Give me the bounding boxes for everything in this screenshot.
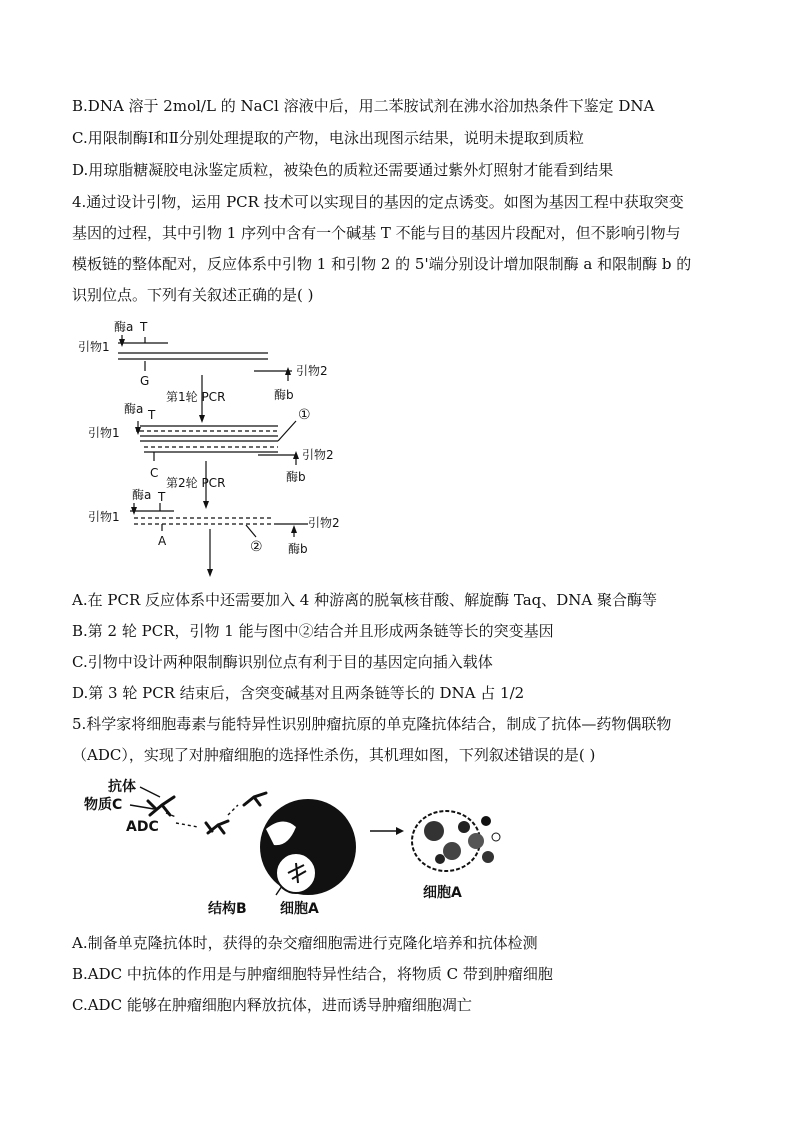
round2-label: 第2轮 PCR [166,476,226,490]
q4-stem-line3: 模板链的整体配对，反应体系中引物 1 和引物 2 的 5'端分别设计增加限制酶 a 和限制酶 b 的 [72,255,692,273]
round1-label: 第1轮 PCR [166,390,226,404]
enzyme-a-label-2: 酶a [124,402,144,416]
cell-a-label-left: 细胞A [280,901,319,917]
q4-stem-line2: 基因的过程，其中引物 1 序列中含有一个碱基 T 不能与目的基因片段配对，但不影响引物与 [72,224,681,242]
enzyme-a-label-3: 酶a [132,488,152,502]
enzyme-b-label-1: 酶b [274,388,294,402]
q3-option-d: D.用琼脂糖凝胶电泳鉴定质粒，被染色的质粒还需要通过紫外灯照射才能看到结果 [72,161,614,179]
base-g-label: G [140,374,150,388]
marker-1: ① [298,407,311,423]
q5-option-a: A.制备单克隆抗体时，获得的杂交瘤细胞需进行克隆化培养和抗体检测 [72,934,538,952]
pcr-mutagenesis-diagram [78,315,378,580]
apoptotic-cell-icon [412,811,500,871]
q4-option-c: C.引物中设计两种限制酶识别位点有利于目的基因定向插入载体 [72,653,493,671]
q5-stem-line2: （ADC），实现了对肿瘤细胞的选择性杀伤，其机理如图，下列叙述错误的是( ) [72,746,596,764]
q4-stem-line4: 识别位点。下列有关叙述正确的是( ) [72,286,314,304]
q3-option-b: B.DNA 溶于 2mol/L 的 NaCl 溶液中后，用二苯胺试剂在沸水浴加热条件下鉴定 DNA [72,97,655,115]
primer1-label-1: 引物1 [78,340,110,354]
adc-label: ADC [126,819,159,835]
primer2-label-3: 引物2 [308,516,340,530]
adc-mechanism-diagram [78,775,508,925]
primer2-label-2: 引物2 [302,448,334,462]
q5-option-c: C.ADC 能够在肿瘤细胞内释放抗体，进而诱导肿瘤细胞凋亡 [72,996,472,1014]
q4-option-b: B.第 2 轮 PCR，引物 1 能与图中②结合并且形成两条链等长的突变基因 [72,622,554,640]
q4-stem-line1: 4.通过设计引物，运用 PCR 技术可以实现目的基因的定点诱变。如图为基因工程中获取突变 [72,193,684,211]
base-t-label-1: T [140,320,148,334]
base-a-label: A [158,534,167,548]
base-t-label-3: T [158,490,166,504]
enzyme-b-label-2: 酶b [286,470,306,484]
base-t-label-2: T [148,408,156,422]
tumor-cell-icon [260,799,356,895]
structure-b-label: 结构B [208,901,247,917]
substance-c-label: 物质C [84,797,123,813]
enzyme-b-label-3: 酶b [288,542,308,556]
adc-molecule-icon [148,797,228,833]
antibody-label: 抗体 [108,779,136,795]
base-c-label: C [150,466,159,480]
q3-option-c: C.用限制酶Ⅰ和Ⅱ分别处理提取的产物，电泳出现图示结果，说明未提取到质粒 [72,129,584,147]
cell-a-label-right: 细胞A [423,885,462,901]
q5-option-b: B.ADC 中抗体的作用是与肿瘤细胞特异性结合，将物质 C 带到肿瘤细胞 [72,965,553,983]
primer2-label-1: 引物2 [296,364,328,378]
q4-option-a: A.在 PCR 反应体系中还需要加入 4 种游离的脱氧核苷酸、解旋酶 Taq、DNA 聚合酶等 [72,591,657,609]
q5-stem-line1: 5.科学家将细胞毒素与能特异性识别肿瘤抗原的单克隆抗体结合，制成了抗体—药物偶联物 [72,715,672,733]
enzyme-a-label-1: 酶a [114,320,134,334]
q4-option-d: D.第 3 轮 PCR 结束后，含突变碱基对且两条链等长的 DNA 占 1/2 [72,684,525,702]
primer1-label-3: 引物1 [88,510,120,524]
primer1-label-2: 引物1 [88,426,120,440]
marker-2: ② [250,539,263,555]
